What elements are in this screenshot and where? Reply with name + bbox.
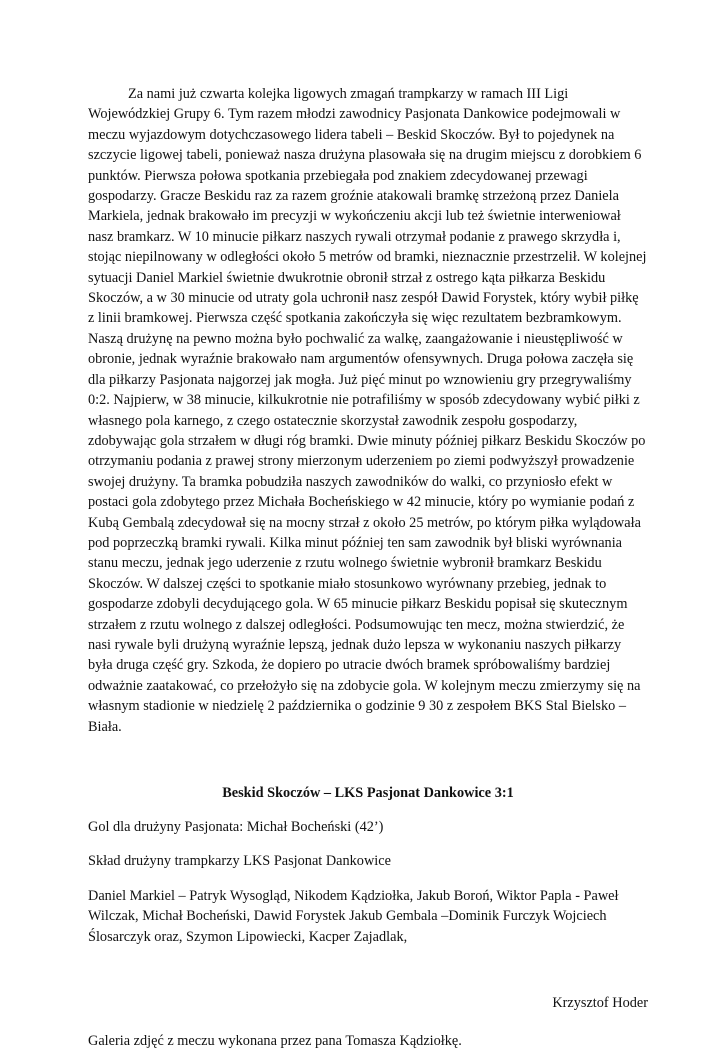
gallery-note: Galeria zdjęć z meczu wykonana przez pana Tomasza Kądziołkę. [88,1033,462,1050]
match-result-heading: Beskid Skoczów – LKS Pasjonat Dankowice 3:1 [222,785,514,801]
article-body: Za nami już czwarta kolejka ligowych zmagań trampkarzy w ramach III Ligi Wojewódzkiej Grupy 6. Tym razem młodzi zawodnicy Pasjonata Dankowice podejmowali w meczu wyjazdowym dotychczasowego lidera tabeli – Beskid Skoczów. Był to pojedynek na szczycie ligowej tabeli, ponieważ nasza drużyna plasowała się na drugim miejscu z dorobkiem 6 punktów. Pierwsza połowa spotkania przebiegała pod znakiem zdecydowanej przewagi gospodarzy. Gracze Beskidu raz za razem groźnie atakowali bramkę strzeżoną przez Daniela Markiela, jednak brakowało im precyzji w wykończeniu akcji lub też świetnie interweniował nasz bramkarz. W 10 minucie piłkarz naszych rywali otrzymał podanie z prawego skrzydła i, stojąc niepilnowany w odległości około 5 metrów od bramki, nieznacznie przestrzelił. W kolejnej sytuacji Daniel Markiel świetnie dwukrotnie obronił strzał z ostrego kąta piłkarza Beskidu Skoczów, a w 30 minucie od utraty gola uchronił nasz zespół Dawid Forystek, który wybił piłkę z linii bramkowej. Pierwsza część spotkania zakończyła się więc rezultatem bezbramkowym. Naszą drużynę na pewno można było pochwalić za walkę, zaangażowanie i nieustępliwość w obronie, jednak wyraźnie brakowało nam argumentów ofensywnych. Druga połowa zaczęła się dla piłkarzy Pasjonata najgorzej jak mogła. Już pięć minut po wznowieniu gry przegrywaliśmy 0:2. Najpierw, w 38 minucie, kilkukrotnie nie potrafiliśmy w sposób zdecydowany wybić piłki z własnego pola karnego, z czego ostatecznie skorzystał zawodnik zespołu gospodarzy, zdobywając gola strzałem w długi róg bramki. Dwie minuty później piłkarz Beskidu Skoczów po otrzymaniu podania z prawej strony mierzonym uderzeniem po ziemi podwyższył prowadzenie swojej drużyny. Ta bramka pobudziła naszych zawodników do walki, co przyniosło efekt w postaci gola zdobytego przez Michała Bocheńskiego w 42 minucie, który po wymianie podań z Kubą Gembalą zdecydował się na mocny strzał z około 25 metrów, po którym piłka wylądowała pod poprzeczką bramki rywali. Kilka minut później ten sam zawodnik był bliski wyrównania stanu meczu, jednak jego uderzenie z rzutu wolnego świetnie wybronił bramkarz Beskidu Skoczów. W dalszej części to spotkanie miało stosunkowo wyrównany przebieg, jednak to gospodarze zdobyli decydującego gola. W 65 minucie piłkarz Beskidu popisał się skutecznym strzałem z rzutu wolnego z dalszej odległości. Podsumowując ten mecz, można stwierdzić, że nasi rywale byli drużyną wyraźnie lepszą, jednak dużo lepsza w wykonaniu naszych piłkarzy była druga część gry. Szkoda, że dopiero po utracie dwóch bramek spróbowaliśmy bardziej odważnie zaatakować, co przełożyło się na zdobycie gola. W kolejnym meczu zmierzymy się na własnym stadionie w niedzielę 2 października o godzinie 9 30 z zespołem BKS Stal Bielsko – Biała. [88,86,647,735]
squad-title: Skład drużyny trampkarzy LKS Pasjonat Dankowice [88,853,391,870]
goal-scorer-line: Gol dla drużyny Pasjonata: Michał Bocheński (42’) [88,819,384,835]
document-page [88,84,648,1051]
author-name: Krzysztof Hoder [552,995,648,1012]
squad-player-list: Daniel Markiel – Patryk Wysogląd, Nikodem Kądziołka, Jakub Boroń, Wiktor Papla - Paweł Wilczak, Michał Bocheński, Dawid Forystek Jakub Gembala –Dominik Furczyk Wojciech Ślosarczyk oraz, Szymon Lipowiecki, Kacper Zajadlak, [88,887,619,945]
